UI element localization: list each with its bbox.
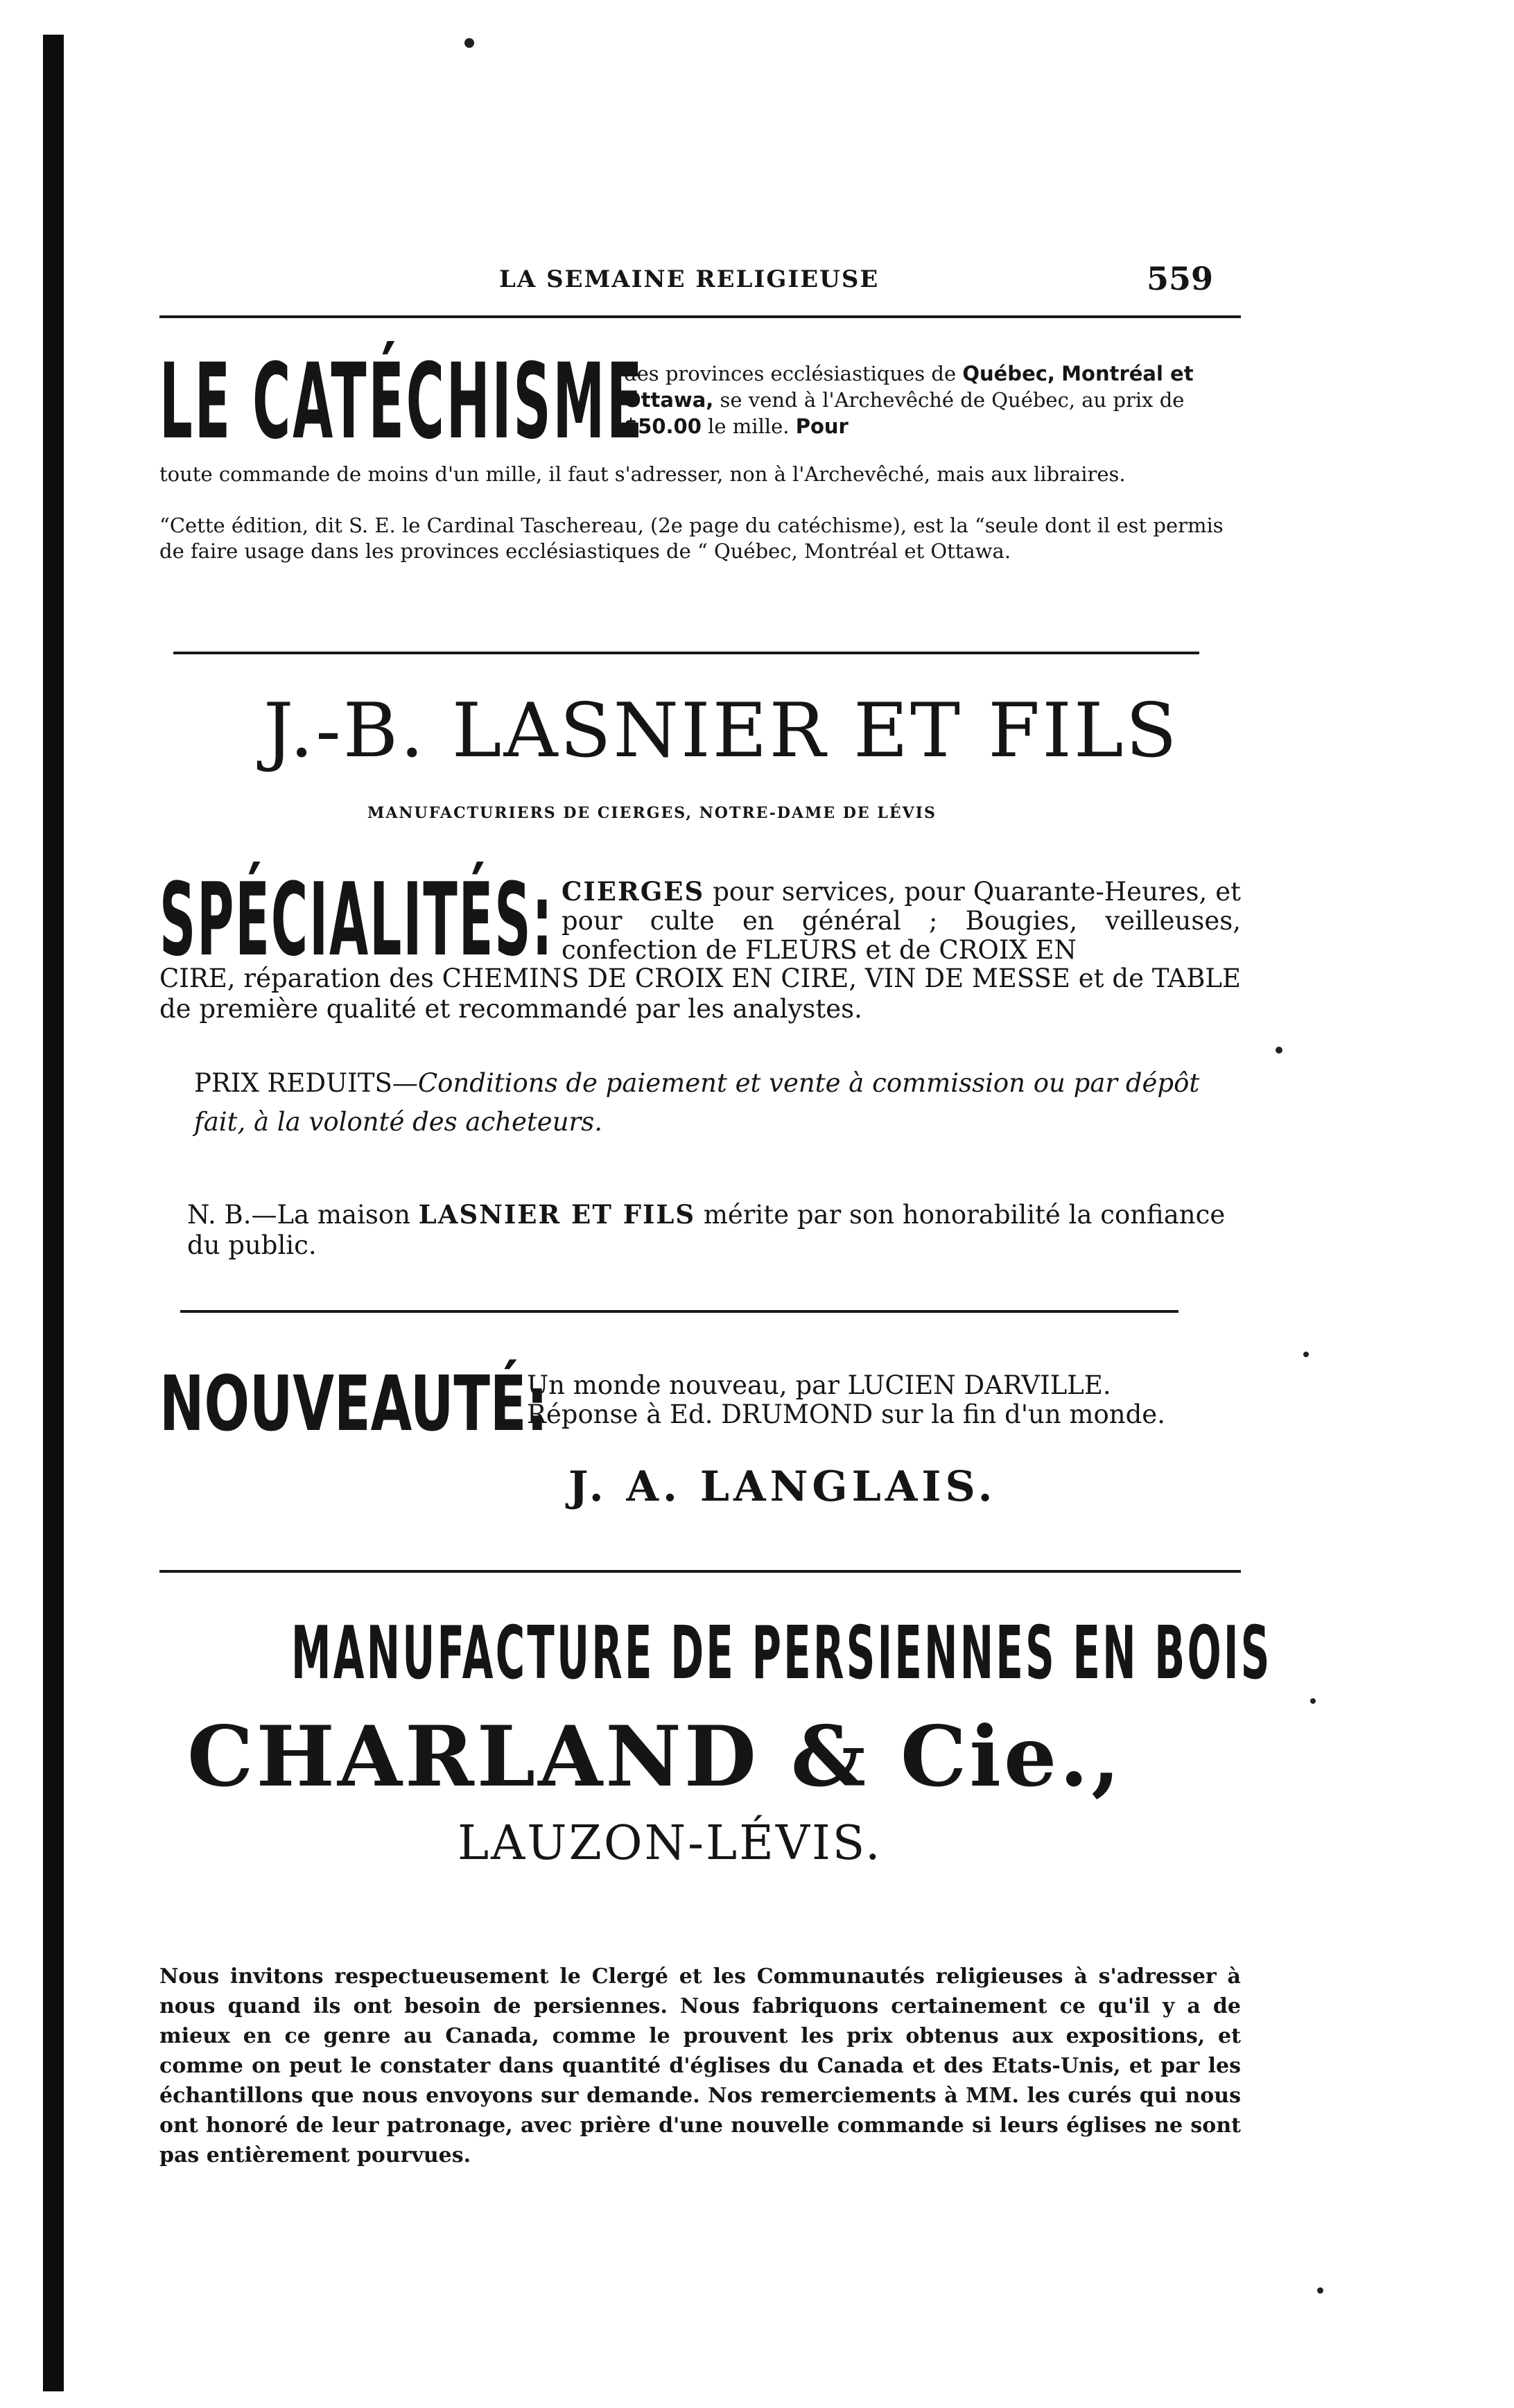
prix-label: PRIX REDUITS <box>194 1068 392 1098</box>
specialites-side-body: pour services, pour Quarante-Heures, et pour culte en général ; Bougies, veilleuses, confection de FLEURS et de CROIX EN <box>562 877 1241 965</box>
nouveaute-line-2: Réponse à Ed. DRUMOND sur la fin d'un monde. <box>527 1399 1165 1429</box>
catechisme-price: $50.00 <box>624 415 702 438</box>
publisher-name: J. A. LANGLAIS. <box>568 1463 997 1511</box>
catechisme-side-text-1: des provinces ecclésiastiques de <box>624 362 963 385</box>
section-rule-3 <box>159 1570 1241 1573</box>
nota-bene <box>187 1199 1241 1261</box>
nouveaute-heading: NOUVEAUTÉ: <box>159 1359 548 1448</box>
ink-speck <box>464 38 474 48</box>
running-header <box>159 260 1241 302</box>
ink-speck <box>1276 1047 1282 1054</box>
prix-text: —Conditions de paiement et vente à commission ou par dépôt fait, à la volonté des acheteurs. <box>194 1068 1200 1137</box>
lasnier-title: J.-B. LASNIER ET FILS <box>263 688 1179 774</box>
catechisme-side-bold-3: Pour <box>795 415 849 438</box>
specialites-lead: CIERGES <box>562 876 705 907</box>
specialites-heading: SPÉCIALITÉS: <box>159 862 554 979</box>
lasnier-subtitle: MANUFACTURIERS DE CIERGES, NOTRE-DAME DE LÉVIS <box>367 804 937 822</box>
catechisme-side-bold-2: Montréal et Ottawa, <box>624 362 1194 412</box>
catechisme-quote: “Cette édition, dit S. E. le Cardinal Taschereau, (2e page du catéchisme), est la “seule dont il est permis de faire usage dans les provinces ecclésiastiques de “ Québec, Montréal et Ottawa. <box>159 514 1224 563</box>
section-rule-1 <box>173 652 1199 654</box>
manufacture-body: Nous invitons respectueusement le Clergé et les Communautés religieuses à s'adresser à nous quand ils ont besoin de persiennes. Nous fabriquons certainement ce qu'il y a de mieux en ce genre au Canada, comme le prouvent les prix obtenus aux expositions, et comme on peut le constater dans quantité d'églises du Canada et des Etats-Unis, et par les échantillons que nous envoyons sur demande. Nos remerciements à MM. les curés qui nous ont honoré de leur patronage, avec prière d'une nouvelle commande si leurs églises ne sont pas entièrement pourvues. <box>159 1964 1241 2167</box>
nb-name: LASNIER ET FILS <box>418 1199 696 1230</box>
ink-speck <box>1303 1352 1309 1357</box>
catechisme-side-text-2: se vend à l'Archevêché de Québec, au prix de <box>713 388 1185 412</box>
specialites-side-text <box>562 877 1241 965</box>
nb-text: mérite par son honorabilité la confiance du public. <box>187 1200 1226 1260</box>
page <box>159 0 1272 2408</box>
catechisme-side-text-3: le mille. <box>701 415 796 438</box>
company-name: CHARLAND & Cie., <box>187 1708 1123 1806</box>
ink-speck <box>1310 1698 1316 1704</box>
catechisme-body: toute commande de moins d'un mille, il faut s'adresser, non à l'Archevêché, mais aux libraires. <box>159 462 1126 486</box>
catechisme-heading: LE CATÉCHISME <box>159 342 645 462</box>
nb-lead: N. B.—La maison <box>187 1200 419 1230</box>
manufacture-heading: MANUFACTURE DE PERSIENNES EN BOIS <box>291 1611 1272 1695</box>
catechisme-side-text <box>624 360 1241 439</box>
catechisme-side-bold-1: Québec, <box>962 362 1055 385</box>
page-binding-edge <box>43 35 64 2391</box>
company-location: LAUZON-LÉVIS. <box>458 1816 882 1871</box>
header-rule <box>159 315 1241 318</box>
page-number: 559 <box>1146 260 1213 297</box>
prix-reduits <box>194 1064 1234 1142</box>
specialites-body: CIRE, réparation des CHEMINS DE CROIX EN CIRE, VIN DE MESSE et de TABLE de première qualité et recommandé par les analystes. <box>159 963 1241 1024</box>
nouveaute-line-1: Un monde nouveau, par LUCIEN DARVILLE. <box>527 1370 1111 1400</box>
section-rule-2 <box>180 1310 1178 1313</box>
journal-title: LA SEMAINE RELIGIEUSE <box>499 265 880 293</box>
ink-speck <box>1317 2287 1323 2294</box>
nouveaute-side-text <box>527 1371 1241 1429</box>
